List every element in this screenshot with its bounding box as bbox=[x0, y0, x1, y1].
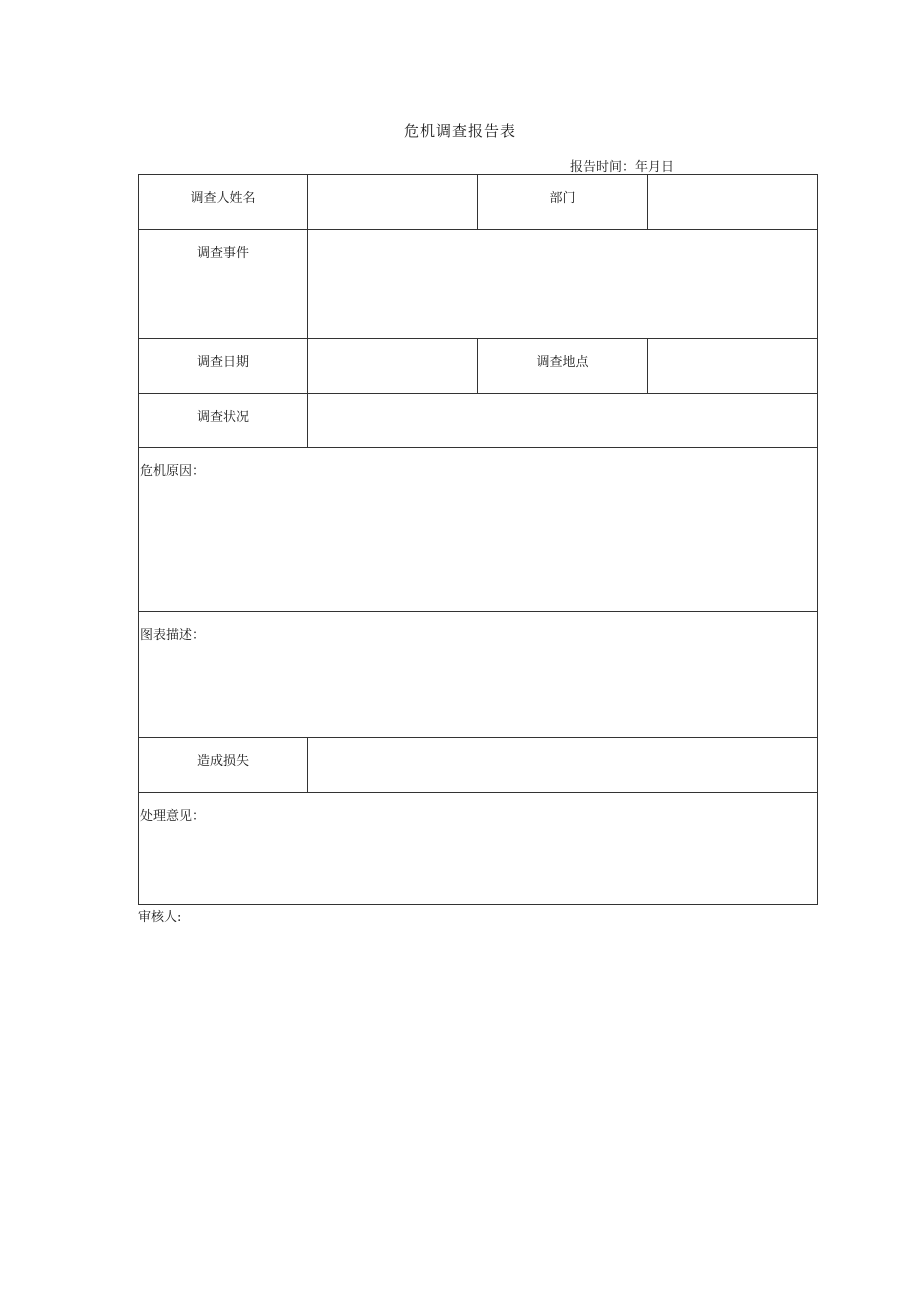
cause-label: 危机原因： bbox=[140, 464, 206, 479]
date-field[interactable] bbox=[308, 339, 478, 394]
department-label: 部门 bbox=[478, 175, 648, 230]
event-label: 调查事件 bbox=[139, 230, 308, 339]
document-title: 危机调查报告表 bbox=[403, 122, 516, 140]
reviewer-label: 审核人: bbox=[138, 910, 182, 925]
row-date-location bbox=[139, 339, 818, 394]
location-label: 调查地点 bbox=[478, 339, 648, 394]
opinion-field[interactable] bbox=[139, 793, 818, 905]
event-field[interactable] bbox=[308, 230, 818, 339]
investigator-name-label: 调查人姓名 bbox=[139, 175, 308, 230]
department-field[interactable] bbox=[648, 175, 818, 230]
status-label: 调查状况 bbox=[139, 394, 308, 448]
row-opinion bbox=[139, 793, 818, 905]
row-loss bbox=[139, 738, 818, 793]
chart-description-field[interactable] bbox=[139, 612, 818, 738]
investigation-form-table bbox=[138, 174, 818, 905]
date-label: 调查日期 bbox=[139, 339, 308, 394]
chart-description-label: 图表描述： bbox=[140, 628, 206, 643]
row-status bbox=[139, 394, 818, 448]
report-time: 报告时间：年月日 bbox=[570, 160, 675, 175]
opinion-label: 处理意见： bbox=[140, 809, 206, 824]
row-cause bbox=[139, 448, 818, 612]
investigator-name-field[interactable] bbox=[308, 175, 478, 230]
loss-label: 造成损失 bbox=[139, 738, 308, 793]
row-event bbox=[139, 230, 818, 339]
cause-field[interactable] bbox=[139, 448, 818, 612]
row-chart-description bbox=[139, 612, 818, 738]
row-investigator bbox=[139, 175, 818, 230]
status-field[interactable] bbox=[308, 394, 818, 448]
loss-field[interactable] bbox=[308, 738, 818, 793]
location-field[interactable] bbox=[648, 339, 818, 394]
